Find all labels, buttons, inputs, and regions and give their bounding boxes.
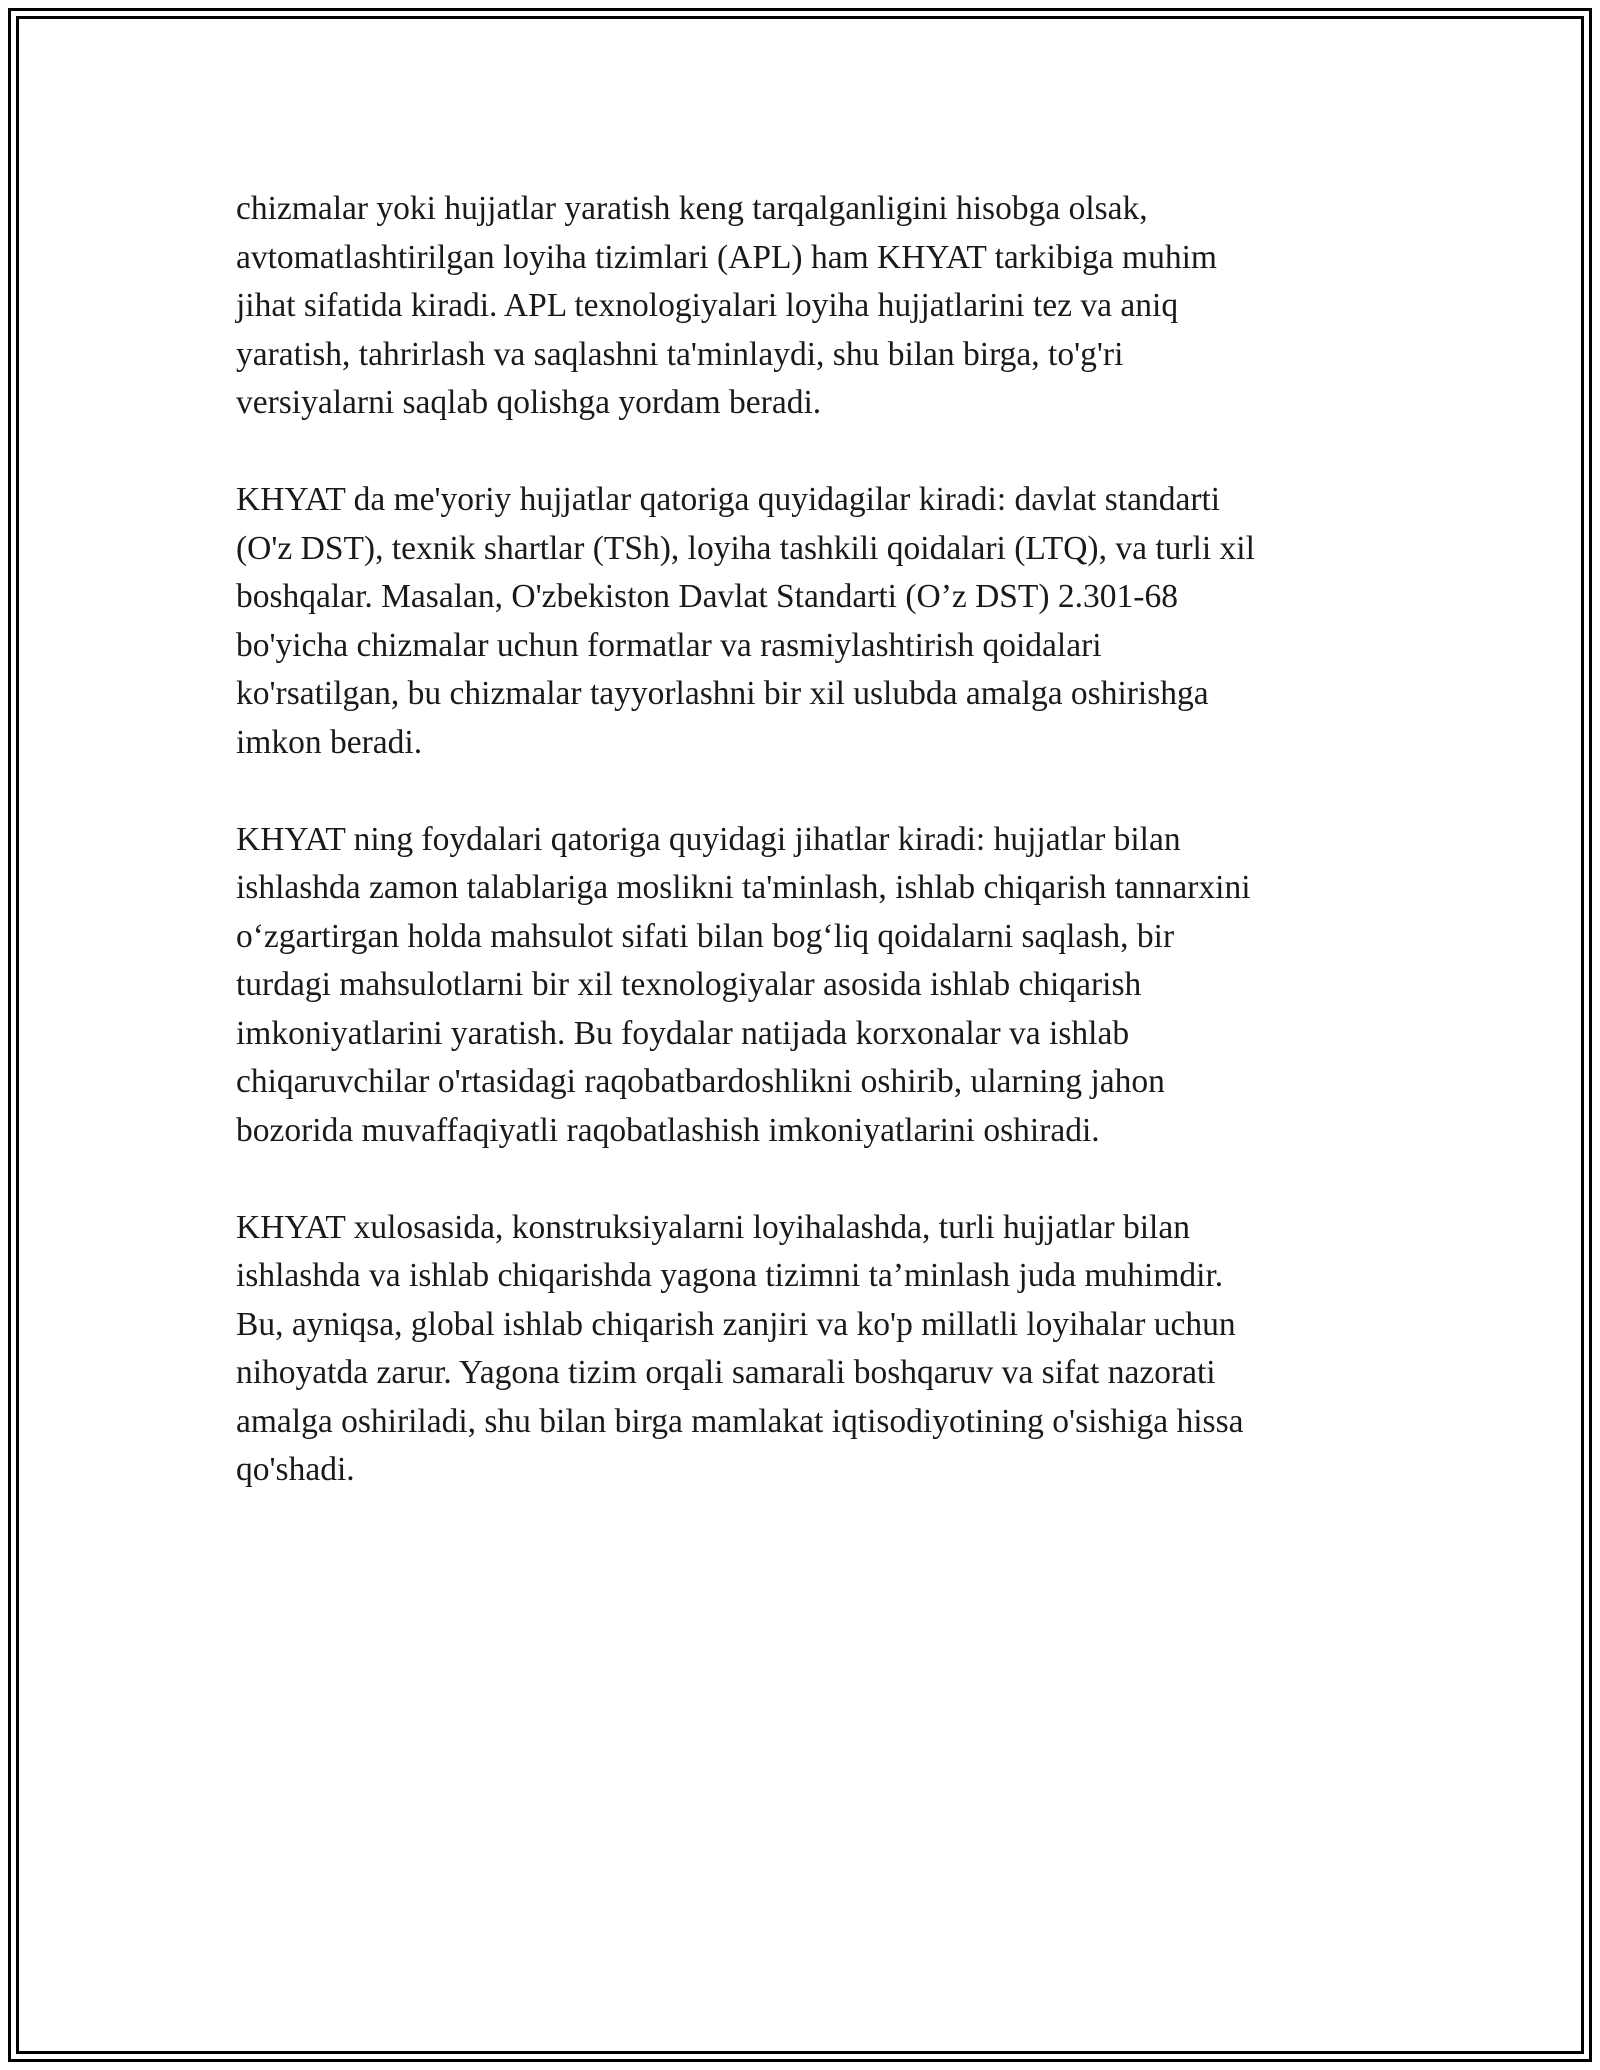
text-line: chizmalar yoki hujjatlar yaratish keng tarqalganligini hisobga olsak, [236, 190, 1148, 227]
text-line: o‘zgartirgan holda mahsulot sifati bilan bog‘liq qoidalarni saqlash, bir [236, 917, 1175, 955]
text-line: ko'rsatilgan, bu chizmalar tayyorlashni bir xil uslubda amalga oshirishga [236, 675, 1209, 712]
text-line: KHYAT xulosasida, konstruksiyalarni loyihalashda, turli hujjatlar bilan [236, 1208, 1190, 1246]
text-line: chiqaruvchilar o'rtasidagi raqobatbardoshlikni oshirib, ularning jahon [236, 1063, 1165, 1100]
text-line: bo'yicha chizmalar uchun formatlar va rasmiylashtirish qoidalari [236, 626, 1102, 664]
text-line: avtomatlashtirilgan loyiha tizimlari (APL) ham KHYAT tarkibiga muhim [236, 238, 1217, 276]
paragraph-conclusion [236, 1204, 1366, 1495]
text-line: (O'z DST), texnik shartlar (TSh), loyiha tashkili qoidalari (LTQ), va turli xil [236, 529, 1255, 567]
text-line: nihoyatda zarur. Yagona tizim orqali samarali boshqaruv va sifat nazorati [236, 1354, 1216, 1391]
text-line: imkon beradi. [236, 723, 423, 761]
paragraph-benefits [236, 816, 1366, 1156]
text-line: bozorida muvaffaqiyatli raqobatlashish imkoniyatlarini oshiradi. [236, 1111, 1100, 1149]
text-line: qo'shadi. [236, 1451, 355, 1488]
text-line: ishlashda va ishlab chiqarishda yagona tizimni ta’minlash juda muhimdir. [236, 1257, 1224, 1294]
paragraph-apl [236, 185, 1366, 428]
text-line: amalga oshiriladi, shu bilan birga mamlakat iqtisodiyotining o'sishiga hissa [236, 1402, 1244, 1440]
text-line: versiyalarni saqlab qolishga yordam beradi. [236, 384, 822, 421]
text-line: yaratish, tahrirlash va saqlashni ta'minlaydi, shu bilan birga, to'g'ri [236, 335, 1124, 373]
document-body [236, 185, 1366, 1543]
text-line: ishlashda zamon talablariga moslikni ta'minlash, ishlab chiqarish tannarxini [236, 869, 1251, 906]
text-line: turdagi mahsulotlarni bir xil texnologiyalar asosida ishlab chiqarish [236, 966, 1142, 1003]
text-line: KHYAT ning foydalari qatoriga quyidagi jihatlar kiradi: hujjatlar bilan [236, 820, 1181, 858]
text-line: Bu, ayniqsa, global ishlab chiqarish zanjiri va ko'p millatli loyihalar uchun [236, 1305, 1236, 1343]
text-line: imkoniyatlarini yaratish. Bu foydalar natijada korxonalar va ishlab [236, 1014, 1130, 1052]
text-line: jihat sifatida kiradi. APL texnologiyalari loyiha hujjatlarini tez va aniq [236, 287, 1179, 324]
text-line: boshqalar. Masalan, O'zbekiston Davlat Standarti (O’z DST) 2.301-68 [236, 578, 1178, 615]
paragraph-normative-documents [236, 476, 1366, 767]
text-line: KHYAT da me'yoriy hujjatlar qatoriga quyidagilar kiradi: davlat standarti [236, 481, 1221, 518]
